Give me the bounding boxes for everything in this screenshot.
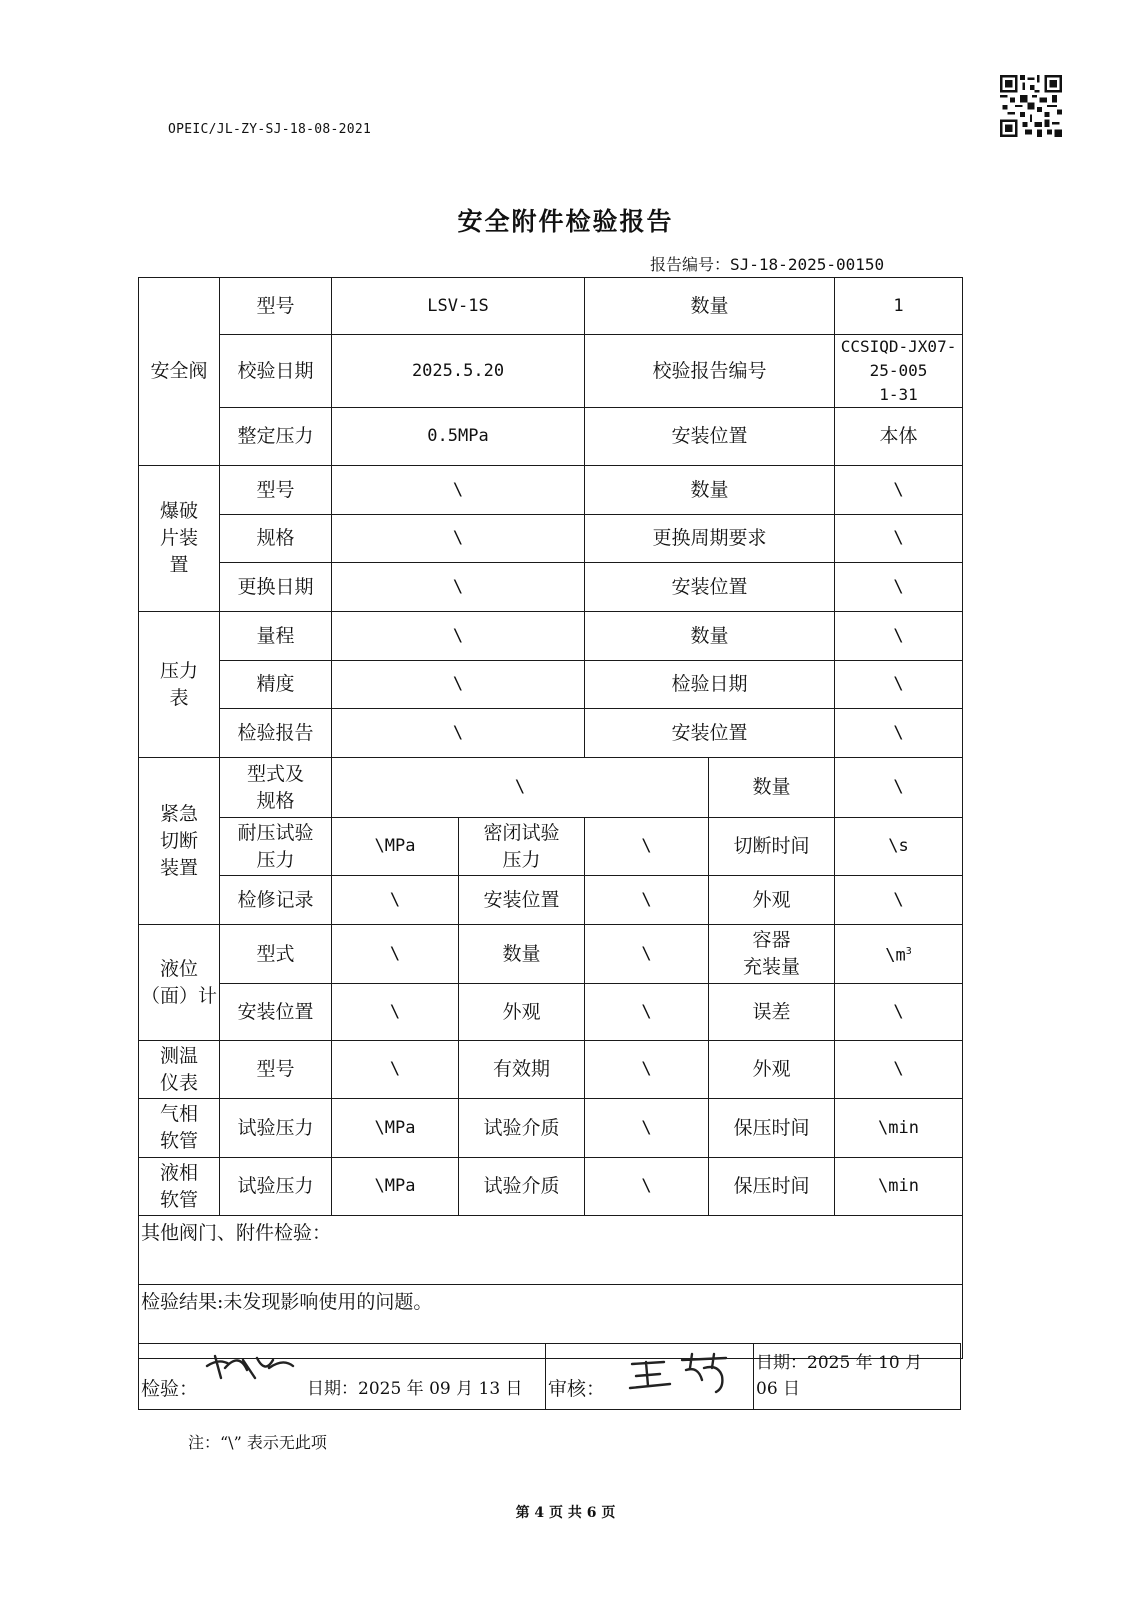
cell-label: 数量: [459, 925, 585, 984]
section-safety-valve: 安全阀: [139, 278, 220, 466]
table-row: [139, 925, 963, 984]
section-emergency-shutoff: [139, 758, 220, 925]
cell-label: 切断时间: [709, 818, 835, 876]
table-row: [139, 758, 963, 818]
cell-label: [459, 818, 585, 876]
section-pressure-gauge: [139, 612, 220, 758]
cell-value: \: [585, 1041, 709, 1099]
section-text: 装置: [159, 856, 198, 879]
cell-label: 外观: [709, 1041, 835, 1099]
cell-label: 型式: [220, 925, 332, 984]
page-number: 第 4 页 共 6 页: [515, 1505, 616, 1521]
cell-label: 更换日期: [220, 563, 332, 612]
cell-value: \MPa: [332, 1099, 459, 1158]
section-liquid-hose: [139, 1158, 220, 1216]
cell-value: \: [835, 1041, 963, 1099]
review-date-line1: 日期：2025 年 10 月: [756, 1353, 923, 1373]
inspection-result: 检验结果:未发现影响使用的问题。: [139, 1285, 963, 1359]
cell-value: \: [332, 515, 585, 563]
cell-label: 外观: [459, 984, 585, 1041]
section-text: 软管: [159, 1188, 198, 1211]
cell-label: 型号: [220, 466, 332, 515]
cell-value: \: [585, 876, 709, 925]
table-row: [139, 278, 963, 335]
report-number: [650, 252, 884, 275]
table-row: [139, 1344, 961, 1410]
cell-label: 安装位置: [585, 408, 835, 466]
cell-value: \: [835, 612, 963, 661]
table-row: [139, 709, 963, 758]
cell-value: [835, 335, 963, 408]
section-text: 压力: [159, 659, 198, 682]
cell-label: 检修记录: [220, 876, 332, 925]
footnote: 注：“\” 表示无此项: [188, 1433, 327, 1452]
cell-value: \: [585, 984, 709, 1041]
cell-value: \: [835, 876, 963, 925]
cell-label: 误差: [709, 984, 835, 1041]
section-thermometer: [139, 1041, 220, 1099]
section-text: 液相: [159, 1161, 198, 1184]
table-row: [139, 335, 963, 408]
cell-value: \: [332, 925, 459, 984]
cell-label: 校验报告编号: [585, 335, 835, 408]
cell-value: \: [585, 818, 709, 876]
table-row: [139, 612, 963, 661]
inspect-date: 日期：2025 年 09 月 13 日: [307, 1379, 523, 1399]
section-text: 爆破: [159, 500, 198, 522]
cell-value: \: [332, 661, 585, 709]
page-title: 安全附件检验报告: [457, 207, 674, 236]
label-text: 规格: [256, 789, 295, 812]
label-text: 密闭试验: [483, 821, 560, 844]
inspector-cell: [139, 1344, 546, 1410]
cell-value: \: [585, 1099, 709, 1158]
report-number-value: SJ-18-2025-00150: [730, 255, 885, 274]
cell-value: \MPa: [332, 818, 459, 876]
reviewer-cell: [546, 1344, 754, 1410]
cell-value: \: [585, 1158, 709, 1216]
cell-value: \min: [835, 1158, 963, 1216]
cell-value: \: [332, 563, 585, 612]
cell-label: 型号: [220, 278, 332, 335]
cell-value: 2025.5.20: [332, 335, 585, 408]
table-row: [139, 661, 963, 709]
cell-value: \: [835, 466, 963, 515]
cell-label: 试验压力: [220, 1099, 332, 1158]
label-text: 压力: [256, 848, 295, 871]
cell-label: 更换周期要求: [585, 515, 835, 563]
section-text: 置: [169, 554, 189, 576]
cell-label: 有效期: [459, 1041, 585, 1099]
table-row: [139, 466, 963, 515]
cell-value: 本体: [835, 408, 963, 466]
cell-label: 试验介质: [459, 1099, 585, 1158]
cell-label: 规格: [220, 515, 332, 563]
inspection-table: [138, 277, 963, 1359]
cell-label: 安装位置: [585, 709, 835, 758]
reviewer-label: 审核：: [548, 1378, 606, 1400]
check-report-line2: 1-31: [879, 385, 918, 404]
cell-value: \s: [835, 818, 963, 876]
section-level-gauge: [139, 925, 220, 1041]
cell-label: 试验压力: [220, 1158, 332, 1216]
reviewer-signature: [626, 1350, 736, 1394]
label-text: 充装量: [743, 956, 801, 978]
cell-label: 数量: [585, 466, 835, 515]
fill-value: \m: [885, 945, 906, 966]
cell-label: 量程: [220, 612, 332, 661]
cell-label: 整定压力: [220, 408, 332, 466]
cell-label: 外观: [709, 876, 835, 925]
cell-value: \: [835, 661, 963, 709]
section-text: 测温: [159, 1044, 198, 1067]
label-text: 压力: [502, 848, 541, 871]
label-text: 容器: [752, 929, 791, 951]
review-date-line2: 06 日: [756, 1379, 801, 1399]
cell-value: \: [835, 515, 963, 563]
cell-label: 数量: [585, 612, 835, 661]
report-number-label: 报告编号：: [650, 255, 731, 274]
cell-value: 0.5MPa: [332, 408, 585, 466]
section-text: 紧急: [159, 802, 198, 825]
cell-value: LSV-1S: [332, 278, 585, 335]
table-row: [139, 563, 963, 612]
section-text: 片装: [159, 527, 198, 549]
cell-label: 型号: [220, 1041, 332, 1099]
section-text: 仪表: [159, 1071, 198, 1094]
other-inspection: 其他阀门、附件检验：: [139, 1216, 963, 1285]
cell-value: \: [332, 758, 709, 818]
section-text: （面）计: [141, 984, 218, 1007]
cell-value: \: [332, 876, 459, 925]
section-text: 气相: [159, 1103, 198, 1125]
cell-label: 保压时间: [709, 1158, 835, 1216]
section-text: 切断: [159, 829, 198, 852]
section-rupture-disc: [139, 466, 220, 612]
table-row: [139, 876, 963, 925]
cell-label: 检验报告: [220, 709, 332, 758]
cell-value: \: [835, 984, 963, 1041]
fill-unit: 3: [905, 946, 912, 958]
inspector-label: 检验：: [141, 1378, 199, 1400]
inspector-signature: [199, 1348, 299, 1388]
table-row: [139, 818, 963, 876]
cell-label: [220, 758, 332, 818]
cell-label: 精度: [220, 661, 332, 709]
cell-value: \: [835, 758, 963, 818]
document-code: OPEIC/JL-ZY-SJ-18-08-2021: [168, 122, 372, 137]
table-row: [139, 1216, 963, 1285]
cell-label: 数量: [585, 278, 835, 335]
section-text: 软管: [159, 1130, 198, 1152]
cell-label: 安装位置: [220, 984, 332, 1041]
table-row: [139, 1041, 963, 1099]
table-row: [139, 1158, 963, 1216]
cell-label: 检验日期: [585, 661, 835, 709]
cell-label: 安装位置: [585, 563, 835, 612]
label-text: 耐压试验: [237, 821, 314, 844]
table-row: [139, 1099, 963, 1158]
cell-value: \: [835, 709, 963, 758]
cell-value: \: [332, 709, 585, 758]
cell-value: \: [332, 612, 585, 661]
section-text: 表: [169, 686, 189, 709]
cell-label: 试验介质: [459, 1158, 585, 1216]
cell-label: 校验日期: [220, 335, 332, 408]
signoff-table: [138, 1343, 961, 1410]
cell-value: \MPa: [332, 1158, 459, 1216]
cell-label: 数量: [709, 758, 835, 818]
table-row: [139, 515, 963, 563]
section-text: 液位: [159, 957, 198, 980]
section-gas-hose: [139, 1099, 220, 1158]
cell-value: \: [332, 466, 585, 515]
cell-value: \: [585, 925, 709, 984]
cell-value: [835, 925, 963, 984]
cell-value: 1: [835, 278, 963, 335]
cell-value: \: [835, 563, 963, 612]
table-row: [139, 408, 963, 466]
cell-label: 保压时间: [709, 1099, 835, 1158]
label-text: 型式及: [246, 762, 304, 785]
cell-label: 安装位置: [459, 876, 585, 925]
qr-code-icon: [1000, 75, 1062, 137]
cell-value: \min: [835, 1099, 963, 1158]
check-report-line1: CCSIQD-JX07-25-005: [840, 337, 957, 380]
cell-value: \: [332, 1041, 459, 1099]
cell-value: \: [332, 984, 459, 1041]
review-date-cell: [754, 1344, 961, 1410]
cell-label: [709, 925, 835, 984]
cell-label: [220, 818, 332, 876]
table-row: [139, 984, 963, 1041]
